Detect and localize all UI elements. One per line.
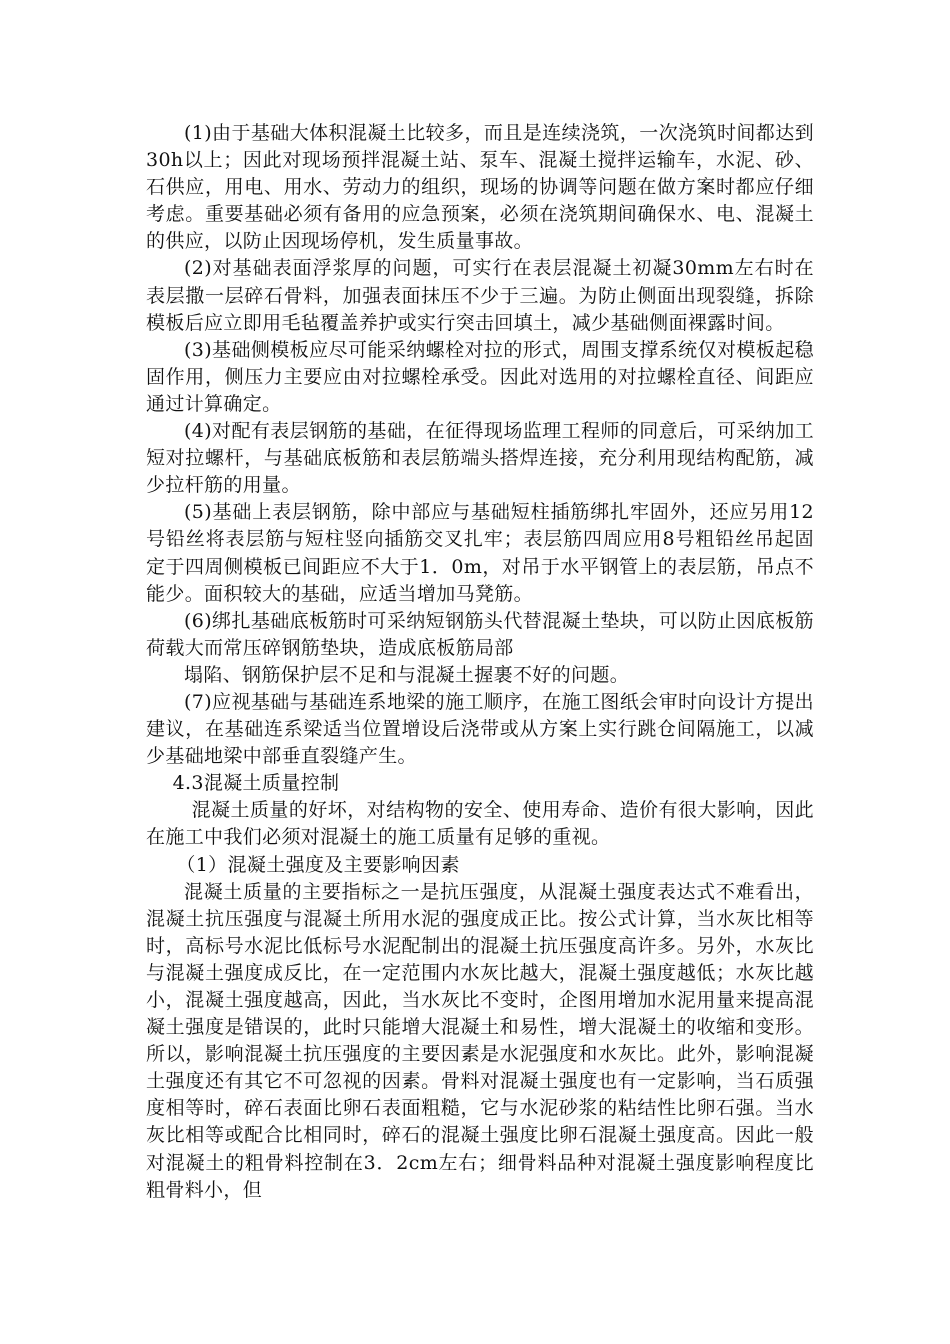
paragraph-section-intro: 混凝土质量的好坏，对结构物的安全、使用寿命、造价有很大影响，因此在施工中我们必须对混凝土的施工质量有足够的重视。	[146, 799, 814, 849]
paragraph-strength: 混凝土质量的主要指标之一是抗压强度，从混凝土强度表达式不难看出，混凝土抗压强度与混凝土所用水泥的强度成正比。按公式计算，当水灰比相等时，高标号水泥比低标号水泥配制出的混凝土抗压强度高许多。另外，水灰比与混凝土强度成反比，在一定范围内水灰比越大，混凝土强度越低；水灰比越小，混凝土强度越高，因此，当水灰比不变时，企图用增加水泥用量来提高混凝土强度是错误的，此时只能增大混凝土和易性，增大混凝土的收缩和变形。所以，影响混凝土抗压强度的主要因素是水泥强度和水灰比。此外，影响混凝土强度还有其它不可忽视的因素。骨料对混凝土强度也有一定影响，当石质强度相等时，碎石表面比卵石表面粗糙，它与水泥砂浆的粘结性比卵石强。当水灰比相等或配合比相同时，碎石的混凝土强度比卵石混凝土强度高。因此一般对混凝土的粗骨料控制在3．2cm左右；细骨料品种对混凝土强度影响程度比粗骨料小，但	[146, 880, 814, 1201]
paragraph-7: (7)应视基础与基础连系地梁的施工顺序，在施工图纸会审时向设计方提出建议，在基础连系梁适当位置增设后浇带或从方案上实行跳仓间隔施工，以减少基础地梁中部垂直裂缝产生。	[146, 690, 814, 768]
paragraph-6: (6)绑扎基础底板筋时可采纳短钢筋头代替混凝土垫块，可以防止因底板筋荷载大而常压碎钢筋垫块，造成底板筋局部	[146, 609, 814, 659]
subsection-heading: （1）混凝土强度及主要影响因素	[176, 853, 460, 876]
paragraph-2: (2)对基础表面浮浆厚的问题，可实行在表层混凝土初凝30mm左右时在表层撒一层碎石骨料，加强表面抹压不少于三遍。为防止侧面出现裂缝，拆除模板后应立即用毛毡覆盖养护或实行突击回填土，减少基础侧面裸露时间。	[146, 257, 814, 334]
paragraph-3: (3)基础侧模板应尽可能采纳螺栓对拉的形式，周围支撑系统仅对模板起稳固作用，侧压力主要应由对拉螺栓承受。因此对选用的对拉螺栓直径、间距应通过计算确定。	[146, 338, 814, 415]
paragraph-1: (1)由于基础大体积混凝土比较多，而且是连续浇筑，一次浇筑时间都达到30h以上；因此对现场预拌混凝土站、泵车、混凝土搅拌运输车，水泥、砂、石供应，用电、用水、劳动力的组织，现场的协调等问题在做方案时都应仔细考虑。重要基础必须有备用的应急预案，必须在浇筑期间确保水、电、混凝土的供应，以防止因现场停机，发生质量事故。	[146, 122, 814, 253]
document-body	[146, 120, 814, 1204]
paragraph-5: (5)基础上表层钢筋，除中部应与基础短柱插筋绑扎牢固外，还应另用12号铅丝将表层筋与短柱竖向插筋交叉扎牢；表层筋四周应用8号粗铅丝吊起固定于四周侧模板已间距应不大于1．0m，对吊于水平钢管上的表层筋，吊点不能少。面积较大的基础，应适当增加马凳筋。	[146, 501, 814, 605]
paragraph-4: (4)对配有表层钢筋的基础，在征得现场监理工程师的同意后，可采纳加工短对拉螺杆，与基础底板筋和表层筋端头搭焊连接，充分利用现结构配筋，减少拉杆筋的用量。	[146, 420, 814, 497]
paragraph-6-continued: 塌陷、钢筋保护层不足和与混凝土握裹不好的问题。	[184, 663, 630, 686]
section-heading: 4.3混凝土质量控制	[172, 772, 340, 795]
